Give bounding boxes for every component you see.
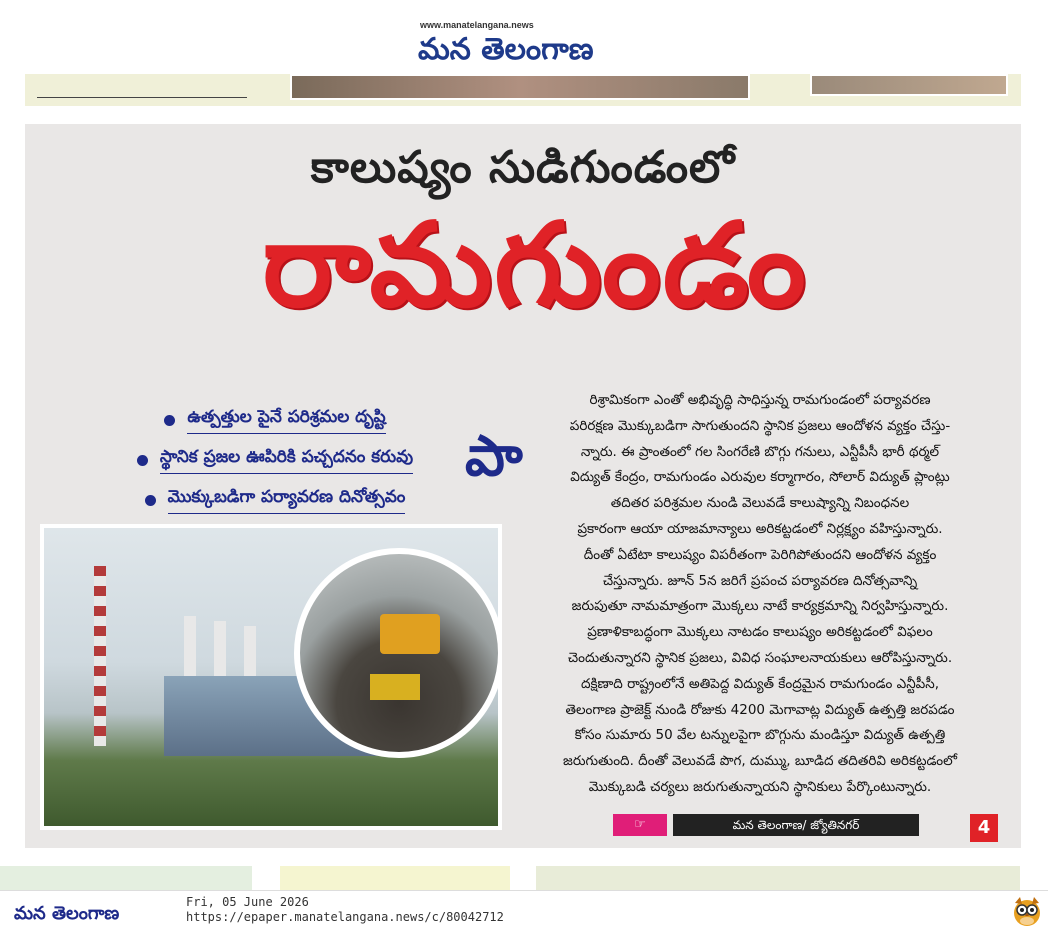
footer-logo[interactable]: మన తెలంగాణ [14, 903, 120, 924]
neighbour-article-heading [37, 84, 247, 98]
masthead-logo[interactable]: మన తెలంగాణ [418, 32, 594, 67]
neighbour-article-image [810, 74, 1008, 96]
highlight-item [85, 400, 465, 440]
body-line: రిశ్రామికంగా ఎంతో అభివృద్ధి సాధిస్తున్న రామగుండంలో పర్యావరణ [589, 392, 931, 408]
article-kicker: కాలుష్యం సుడిగుండంలో [310, 142, 736, 193]
body-line: విద్యుత్ కేంద్రం, రామగుండం ఎరువుల కర్మాగారం, సోలార్ విద్యుత్ ప్లాంట్లు [570, 469, 950, 486]
highlights-list [85, 400, 465, 520]
chimney [94, 566, 106, 746]
body-line: న్నారు. ఈ ప్రాంతంలో గల సింగరేణి బొగ్గు గనులు, ఎన్టీపీసీ భారీ థర్మల్ [580, 443, 940, 460]
article-byline: మన తెలంగాణ/ జ్యోతినగర్ [673, 814, 919, 836]
highlight-text: ఉత్పత్తుల పైనే పరిశ్రమల దృష్టి [187, 407, 385, 434]
body-line: జరుపుతూ నామమాత్రంగా మొక్కలు నాటే కార్యక్రమాన్ని నిర్వహిస్తున్నారు. [571, 598, 949, 615]
dropcap: పా [465, 424, 523, 489]
body-line: ప్రణాళికాబద్ధంగా మొక్కలు నాటడం కాలుష్యం అరికట్టడంలో విఫలం [587, 624, 933, 641]
masthead-url: www.manatelangana.news [420, 20, 534, 30]
neighbour-article-strip-bottom[interactable] [536, 866, 1020, 892]
bullet-icon [137, 455, 148, 466]
excavator [380, 614, 440, 654]
masthead [0, 0, 1048, 74]
dump-truck [370, 674, 420, 700]
article-headline: రామగుండం [262, 198, 808, 333]
body-line: చేస్తున్నారు. జూన్ 5న జరిగే ప్రపంచ పర్యావరణ దినోత్సవాన్ని [602, 572, 918, 589]
body-line: మొక్కుబడి చర్యలు జరుగుతున్నాయని స్థానికులు పేర్కొంటున్నారు. [588, 778, 932, 795]
body-line: తెలంగాణ ప్రాజెక్ట్ నుండి రోజుకు 4200 మెగావాట్ల విద్యుత్ ఉత్పత్తి జరపడం [565, 701, 955, 718]
body-line: తదితర పరిశ్రమల నుండి వెలువడే కాలుష్యాన్ని నిబంధనల [610, 495, 910, 512]
neighbour-article-image [290, 74, 750, 100]
body-line: పరిరక్షణ మొక్కుబడిగా సాగుతుందని స్థానిక ప్రజలు ఆందోళన వ్యక్తం చేస్తు- [569, 417, 951, 434]
neighbour-article-strip-bottom[interactable] [0, 866, 252, 892]
article-body [525, 388, 995, 801]
highlight-text: మొక్కుబడిగా పర్యావరణ దినోత్సవం [168, 487, 406, 514]
coal-excavator-inset-photo [294, 548, 502, 758]
bullet-icon [164, 415, 175, 426]
owl-mascot-icon [1012, 895, 1042, 927]
body-line: దక్షిణాది రాష్ట్రంలోనే అతిపెద్ద విద్యుత్ కేంద్రమైన రామగుండం ఎన్టీపీసీ, [580, 675, 940, 692]
footer-url[interactable]: https://epaper.manatelangana.news/c/80042712 [186, 910, 504, 924]
page-number-badge: 4 [970, 814, 998, 842]
footer-bar [0, 890, 1048, 930]
highlight-text: స్థానిక ప్రజల ఊపిరికి పచ్చదనం కరువు [160, 447, 413, 474]
bullet-icon [145, 495, 156, 506]
highlight-item [85, 480, 465, 520]
article-clip [25, 124, 1021, 848]
neighbour-article-strip-top[interactable] [25, 74, 1021, 106]
body-line: జరుగుతుంది. దీంతో వెలువడే పొగ, దుమ్ము, బూడిద తదితరివి అరికట్టడంలో [562, 753, 958, 770]
body-line: కోసం సుమారు 50 వేల టన్నులపైగా బొగ్గును మండిస్తూ విద్యుత్ ఉత్పత్తి [574, 727, 946, 744]
highlight-item [85, 440, 465, 480]
body-line: ప్రకారంగా ఆయా యాజమాన్యాలు అరికట్టడంలో నిర్లక్ష్యం వహిస్తున్నారు. [577, 520, 943, 537]
power-plant-photo [40, 524, 502, 830]
byline-pointer-icon: ☞ [613, 814, 667, 836]
body-line: దీంతో ఏటేటా కాలుష్యం విపరీతంగా పెరిగిపోతుందని ఆందోళన వ్యక్తం [583, 546, 937, 563]
footer-date: Fri, 05 June 2026 [186, 895, 309, 909]
body-line: చెందుతున్నారని స్థానిక ప్రజలు, వివిధ సంఘాలనాయకులు ఆరోపిస్తున్నారు. [567, 649, 953, 666]
neighbour-article-strip-bottom[interactable] [280, 866, 510, 892]
